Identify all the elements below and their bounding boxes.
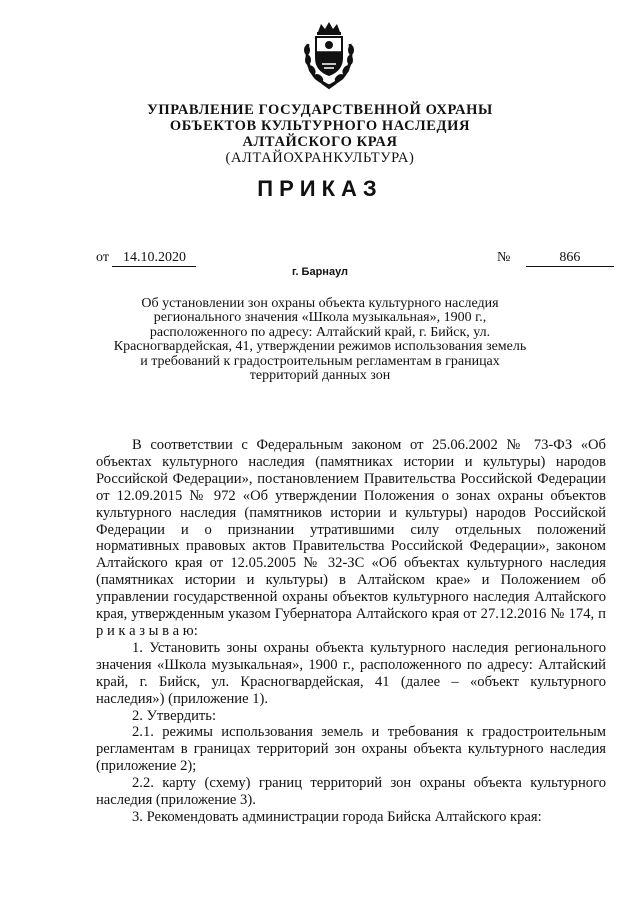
document-title: ПРИКАЗ xyxy=(257,176,383,201)
paragraph-item-1: 1. Установить зоны охраны объекта культурного наследия регионального значения «Школа музыкальная», 1900 г., расположенного по адресу: Алтайский край, г. Бийск, ул. Красногвардейская, 41 (далее – «объект культурного наследия») (приложение 1). xyxy=(96,639,606,707)
paragraph-item-2: 2. Утвердить: xyxy=(132,707,217,724)
paragraph-item-3: 3. Рекомендовать администрации города Бийска Алтайского края: xyxy=(132,808,542,825)
document-body xyxy=(96,437,606,826)
paragraph-item-2-1: 2.1. режимы использования земель и требования к градостроительным регламентам в границах территорий зон охраны объекта культурного наследия (приложение 2); xyxy=(96,724,606,775)
number-block xyxy=(497,250,614,267)
document-number: 866 xyxy=(526,250,614,267)
document-subject: Об установлении зон охраны объекта культурного наследия регионального значения «Школа музыкальная», 1900 г., расположенного по адресу: Алтайский край, г. Бийск, ул. Красногвардейская, 41, утверждении режимов использования земель и требований к градостроительным регламентам в границах территорий данных зон xyxy=(113,296,527,384)
paragraph-item-2-2: 2.2. карту (схему) границ территорий зон охраны объекта культурного наследия (приложение 3). xyxy=(96,775,606,809)
coat-of-arms-emblem xyxy=(302,20,356,90)
paragraph-preamble: В соответствии с Федеральным законом от 25.06.2002 № 73-ФЗ «Об объектах культурного наследия (памятниках истории и культуры) народов Российской Федерации», постановлением Правительства Российской Федерации от 12.09.2015 № 972 «Об утверждении Положения о зонах охраны объектов культурного наследия (памятников истории и культуры) народов Российской Федерации и о признании утратившими силу отдельных положений нормативных правовых актов Правительства Российской Федерации», законом Алтайского края от 12.05.2005 № 32-ЗС «Об объектах культурного наследия (памятниках истории и культуры) в Алтайском крае» и Положением об управлении государственной охраны объектов культурного наследия Алтайского края, утвержденным указом Губернатора Алтайского края от 27.12.2016 № 174, п р и к а з ы в а ю: xyxy=(96,437,606,639)
number-prefix: № xyxy=(497,250,511,265)
date-prefix: от xyxy=(96,250,109,265)
org-name-line-3: АЛТАЙСКОГО КРАЯ xyxy=(242,134,398,150)
org-name-line-2: ОБЪЕКТОВ КУЛЬТУРНОГО НАСЛЕДИЯ xyxy=(169,118,471,134)
document-date: 14.10.2020 xyxy=(112,250,196,267)
date-block xyxy=(96,250,196,267)
org-abbreviation: (АЛТАЙОХРАНКУЛЬТУРА) xyxy=(225,150,415,166)
city-label: г. Барнаул xyxy=(291,266,349,278)
org-name-line-1: УПРАВЛЕНИЕ ГОСУДАРСТВЕННОЙ ОХРАНЫ xyxy=(147,102,493,118)
